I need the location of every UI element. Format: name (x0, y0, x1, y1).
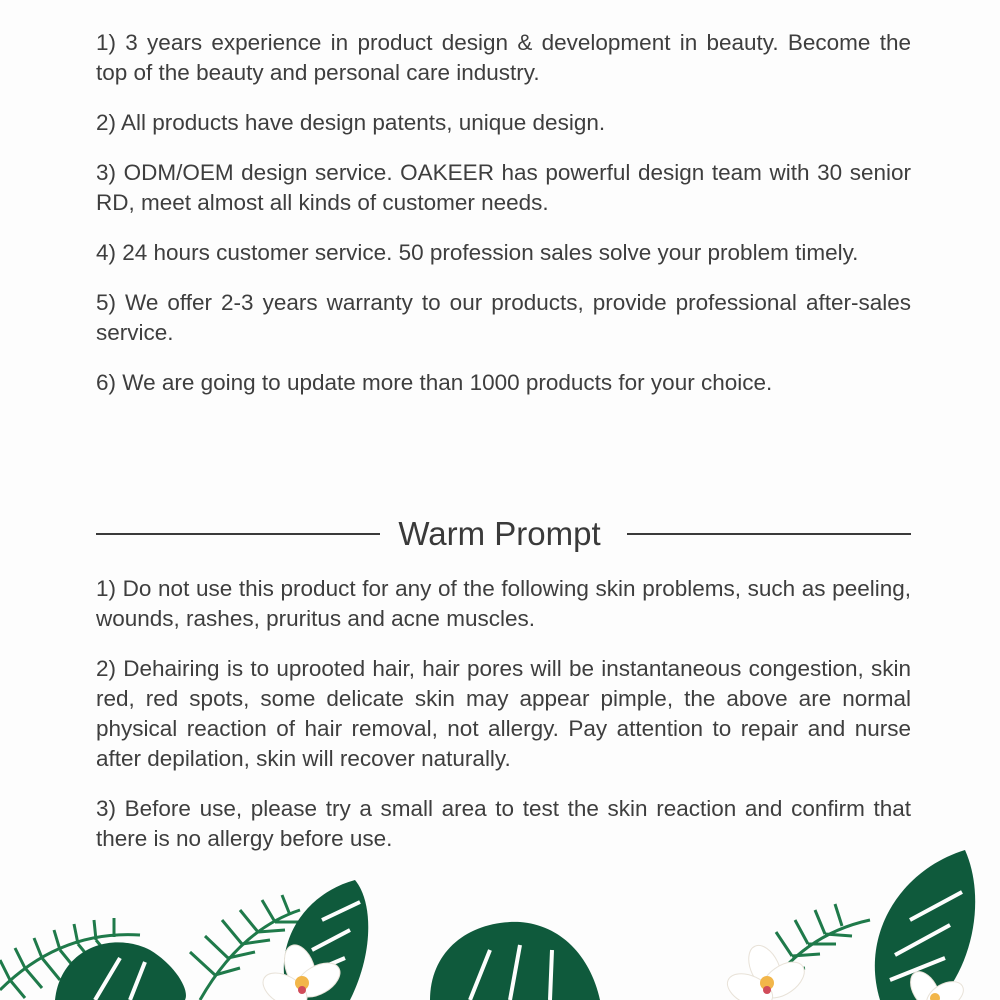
monstera-leaf-left (55, 942, 186, 1000)
heading-rule-right (627, 533, 911, 535)
feature-item-5: 5) We offer 2-3 years warranty to our products, provide professional after-sales service. (96, 290, 911, 345)
prompt-list (96, 574, 911, 874)
feature-list (96, 28, 911, 418)
prompt-item-1: 1) Do not use this product for any of the following skin problems, such as peeling, wounds, rashes, pruritus and acne muscles. (96, 576, 911, 631)
feature-item-6: 6) We are going to update more than 1000 products for your choice. (96, 370, 773, 395)
heading-rule-left (96, 533, 380, 535)
flower-right (722, 940, 810, 1000)
tropical-leaves-decoration (0, 840, 1000, 1000)
prompt-item-2: 2) Dehairing is to uprooted hair, hair pores will be instantaneous congestion, skin red, red spots, some delicate skin may appear pimple, the above are normal physical reaction of hair removal, not allergy. Pay attention to repair and nurse after depilation, skin will recover naturally. (96, 656, 911, 771)
monstera-leaf-center (430, 922, 600, 1000)
warm-prompt-heading (96, 510, 911, 558)
prompt-item-3: 3) Before use, please try a small area to test the skin reaction and confirm that there is no allergy before use. (96, 796, 911, 851)
feature-item-4: 4) 24 hours customer service. 50 profession sales solve your problem timely. (96, 240, 859, 265)
feature-item-1: 1) 3 years experience in product design & development in beauty. Become the top of the beauty and personal care industry. (96, 30, 911, 85)
feature-item-2: 2) All products have design patents, unique design. (96, 110, 606, 135)
feature-item-3: 3) ODM/OEM design service. OAKEER has powerful design team with 30 senior RD, meet almost all kinds of customer needs. (96, 160, 911, 215)
warm-prompt-title: Warm Prompt (398, 515, 601, 552)
